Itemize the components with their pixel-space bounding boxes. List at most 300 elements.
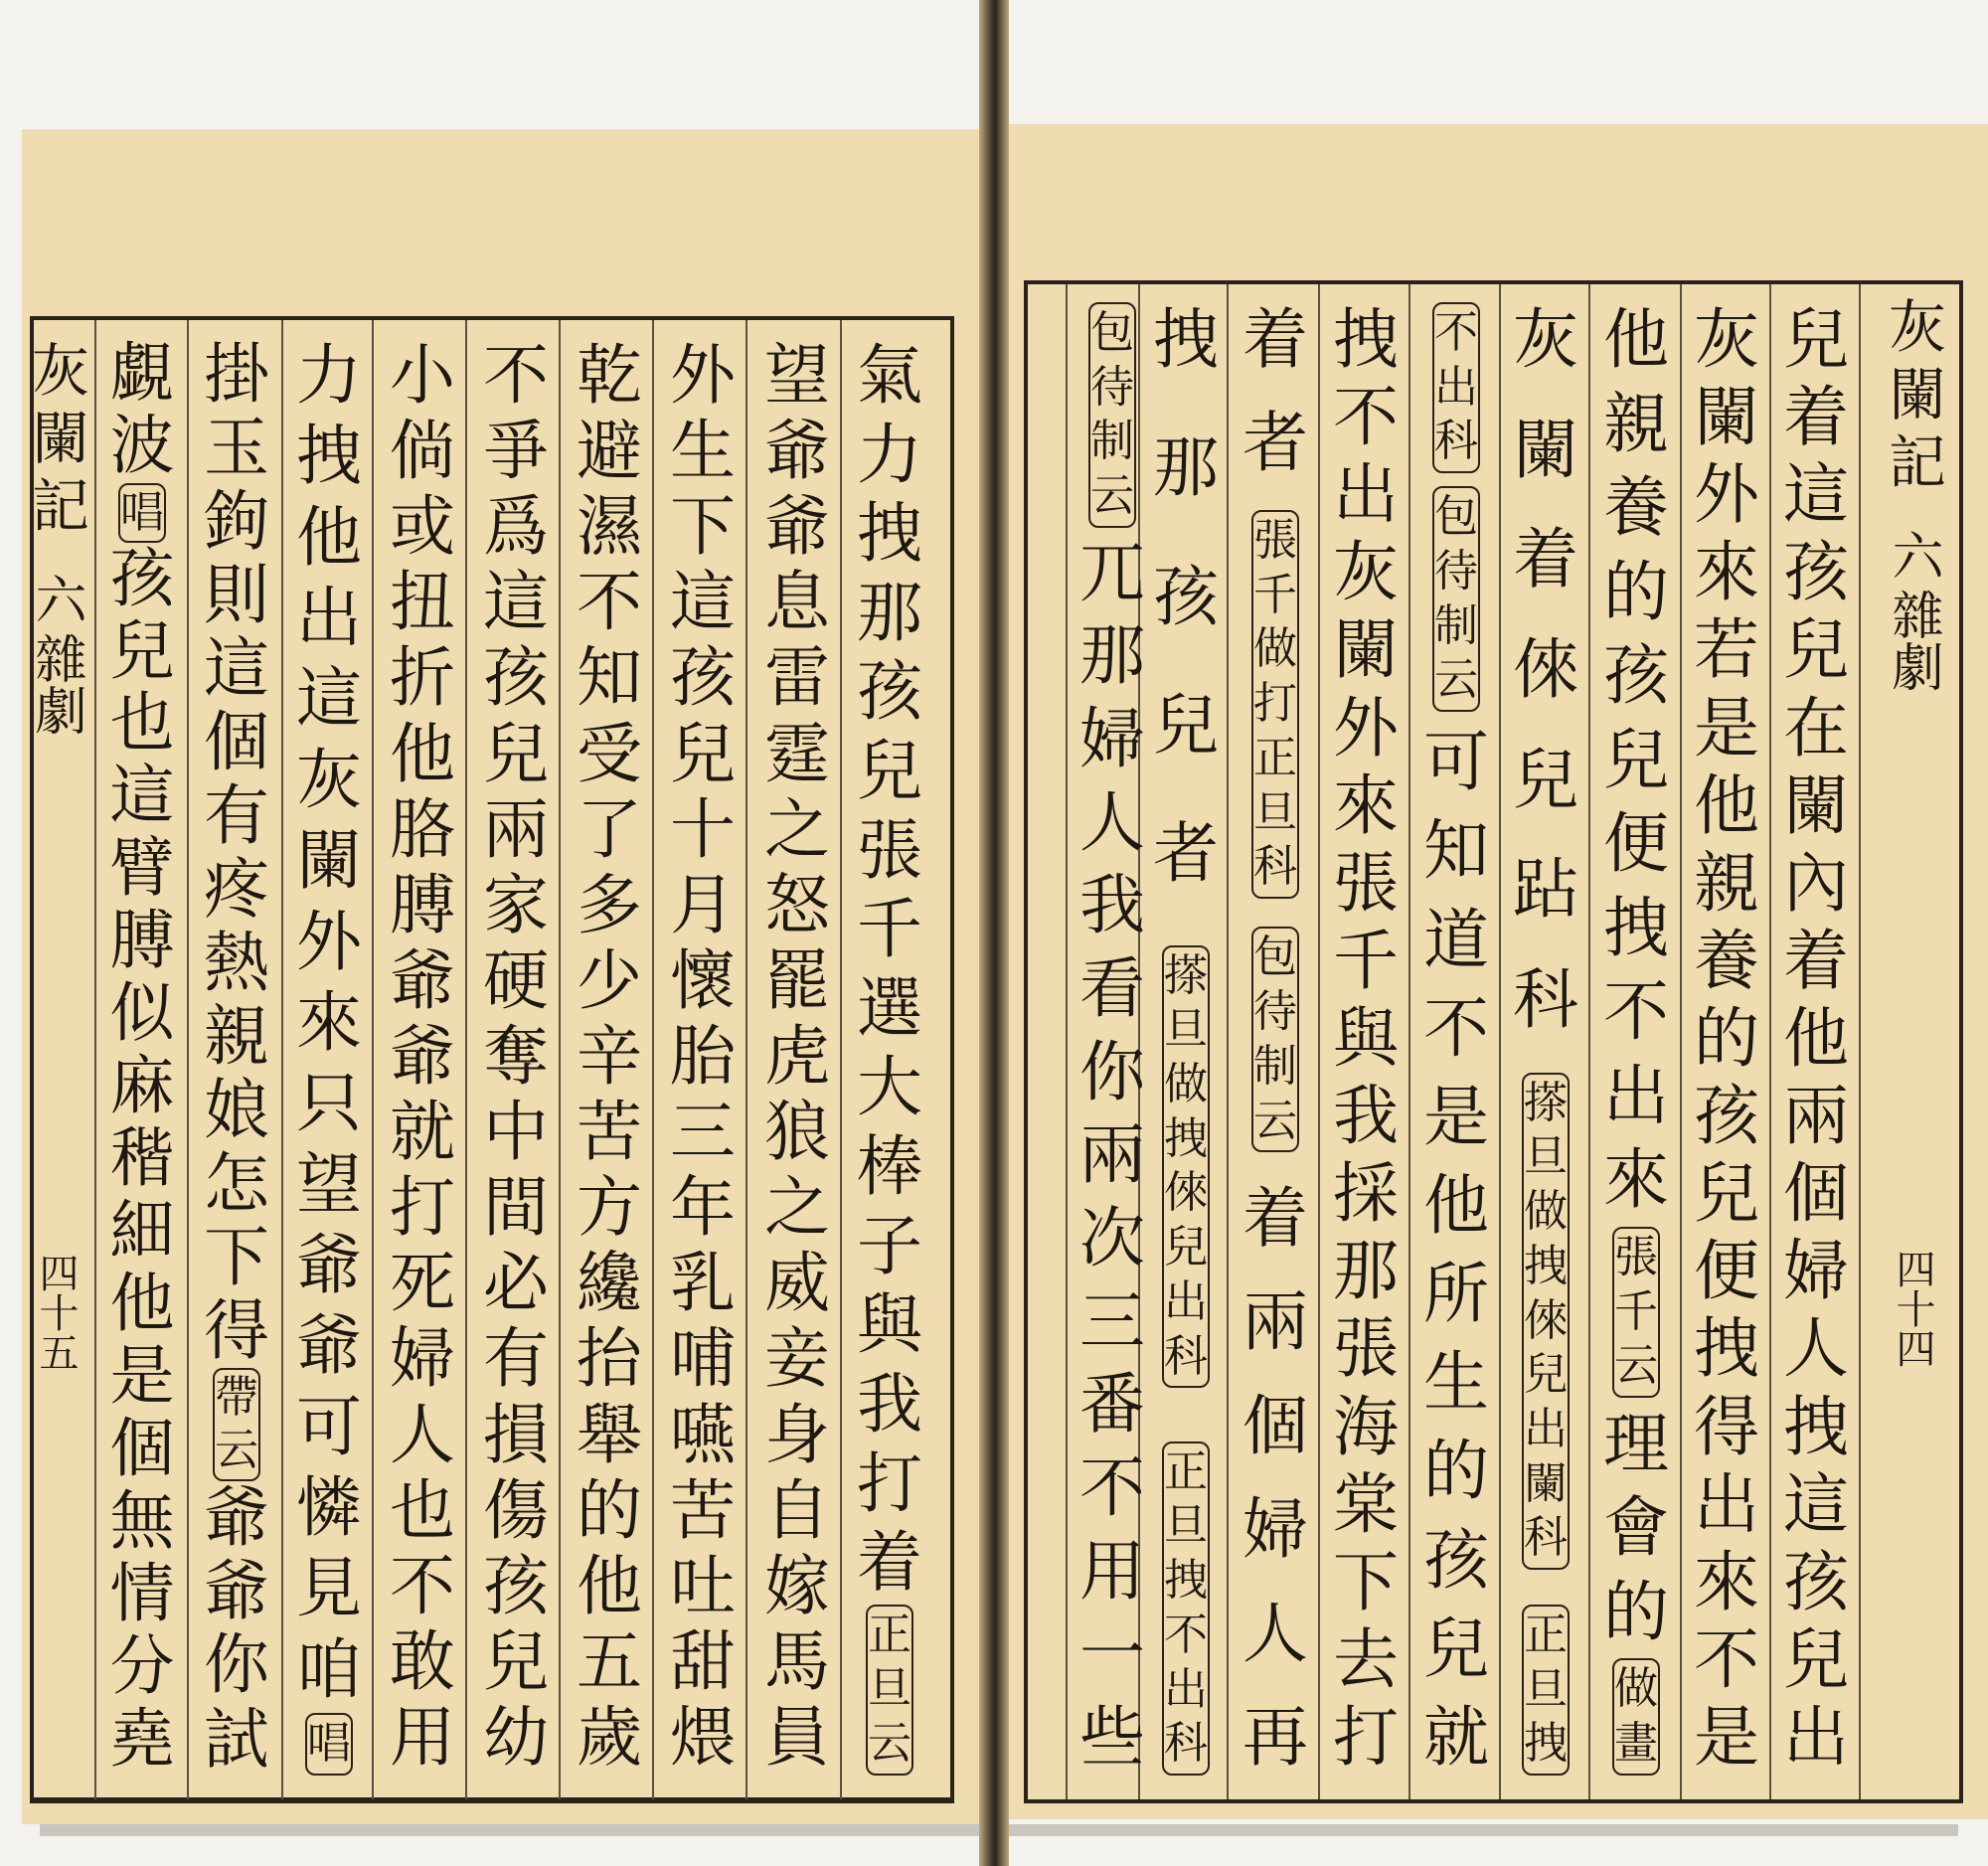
text-char: 的: [577, 1471, 642, 1549]
text-char: 兩: [1783, 1078, 1849, 1155]
text-char: 拽: [1783, 1388, 1849, 1465]
stage-direction-char: 正: [1524, 1609, 1568, 1660]
text-char: 兩: [1242, 1283, 1308, 1361]
text-char: 覷: [109, 336, 175, 411]
stage-direction-char: 旦: [1524, 1131, 1568, 1183]
text-char: 少: [577, 941, 642, 1019]
left-part-title: 雜劇: [26, 632, 85, 736]
stage-direction-char: 科: [1524, 1512, 1568, 1564]
text-char: 倘: [390, 413, 455, 490]
stage-direction-char: 拽: [1164, 1555, 1208, 1607]
stage-direction-char: 不: [1164, 1609, 1208, 1660]
text-char: 闌: [296, 822, 362, 900]
stage-direction-char: 拽: [1524, 1240, 1568, 1291]
text-char: 看: [1079, 949, 1145, 1027]
text-char: 不: [390, 1547, 455, 1624]
text-char: 了: [577, 790, 642, 868]
text-char: 見: [296, 1550, 362, 1627]
text-char: 員: [764, 1698, 830, 1776]
text-char: 的: [1423, 1433, 1489, 1510]
text-char: 爺: [204, 1553, 269, 1630]
stage-direction-char: 做: [1614, 1663, 1658, 1715]
text-char: 辛: [577, 1017, 642, 1095]
text-char: 是: [1694, 1698, 1759, 1776]
text-char: 個: [1783, 1155, 1849, 1233]
right-page-text-column: [1771, 284, 1861, 1797]
text-char: 出: [296, 580, 362, 657]
text-char: 出: [1783, 1698, 1849, 1776]
text-char: 那: [857, 574, 922, 651]
text-char: 拽: [1153, 301, 1219, 378]
text-char: 與: [1333, 999, 1399, 1077]
text-char: 自: [764, 1471, 830, 1549]
text-char: 年: [670, 1169, 736, 1247]
right-page-text-column: [1411, 284, 1501, 1797]
text-char: 與: [857, 1286, 922, 1364]
text-char: 採: [1333, 1155, 1399, 1233]
text-char: 吐: [670, 1547, 736, 1624]
stage-direction: [1522, 1605, 1570, 1776]
text-char: 這: [204, 630, 269, 708]
left-page-text-column: [97, 320, 187, 1797]
text-char: 灰: [1694, 301, 1759, 378]
text-char: 爲: [483, 488, 549, 566]
text-char: 雷: [764, 639, 830, 717]
text-char: 人: [1079, 783, 1145, 861]
stage-direction-char: 打: [1253, 678, 1297, 730]
text-char: 婦: [1079, 700, 1145, 777]
text-char: 親: [1603, 385, 1669, 462]
text-char: 稭: [109, 1121, 175, 1197]
binding-gutter: [979, 0, 1009, 1866]
text-char: 若: [1694, 611, 1759, 689]
stage-direction-char: 張: [1253, 514, 1297, 566]
text-char: 孩: [483, 1547, 549, 1624]
text-char: 用: [1079, 1532, 1145, 1610]
text-char: 道: [1423, 901, 1489, 978]
text-char: 選: [857, 969, 922, 1047]
stage-direction-char: 旦: [1524, 1663, 1568, 1715]
stage-direction-char: 拽: [1164, 1112, 1208, 1164]
stage-direction-char: 出: [1434, 361, 1478, 413]
text-char: 兒: [109, 613, 175, 689]
text-char: 試: [204, 1700, 269, 1778]
text-char: 闌: [1694, 379, 1759, 456]
text-char: 你: [204, 1626, 269, 1704]
text-char: 人: [390, 1396, 455, 1473]
text-char: 親: [1694, 844, 1759, 922]
text-char: 着: [1513, 521, 1578, 598]
stage-direction-char: 云: [868, 1718, 911, 1770]
text-char: 孩: [1694, 1078, 1759, 1155]
text-char: 着: [1783, 922, 1849, 999]
text-char: 闌: [1513, 411, 1578, 488]
text-char: 三: [1079, 1282, 1145, 1360]
text-char: 避: [577, 413, 642, 490]
text-char: 爺: [296, 1226, 362, 1303]
text-char: 奪: [483, 1017, 549, 1095]
text-char: 兩: [483, 790, 549, 868]
text-char: 這: [1783, 456, 1849, 534]
text-char: 掛: [204, 336, 269, 413]
text-char: 之: [764, 1169, 830, 1247]
right-page-text-column: [1231, 284, 1320, 1797]
text-char: 千: [857, 891, 922, 968]
text-char: 氣: [857, 337, 922, 414]
text-char: 月: [670, 866, 736, 943]
text-char: 三: [670, 1094, 736, 1171]
text-char: 那: [1079, 617, 1145, 695]
stage-direction-char: 云: [1090, 470, 1134, 522]
text-char: 霆: [764, 715, 830, 792]
text-char: 不: [1079, 1448, 1145, 1526]
text-char: 在: [1783, 689, 1849, 766]
text-char: 灰: [1513, 301, 1578, 378]
text-char: 可: [1423, 724, 1489, 801]
left-column-rule: [94, 320, 96, 1799]
text-char: 外: [296, 903, 362, 980]
text-char: 人: [1242, 1595, 1308, 1672]
text-char: 煨: [670, 1698, 736, 1776]
text-char: 抬: [577, 1320, 642, 1398]
text-char: 歲: [577, 1698, 642, 1776]
stage-direction: [1432, 486, 1480, 712]
text-char: 婦: [1783, 1233, 1849, 1310]
text-char: 他: [1603, 301, 1669, 378]
text-char: 張: [857, 811, 922, 889]
text-char: 那: [1333, 1233, 1399, 1310]
text-char: 孩: [670, 639, 736, 717]
text-char: 大: [857, 1049, 922, 1126]
text-char: 波: [109, 408, 175, 483]
text-char: 爭: [483, 413, 549, 490]
left-page-text-column: [565, 320, 654, 1797]
text-char: 養: [1694, 922, 1759, 999]
stage-direction-char: 待: [1434, 546, 1478, 597]
text-char: 兀: [1079, 534, 1145, 611]
right-part-title: 雜劇: [1883, 589, 1942, 692]
text-char: 着: [1783, 379, 1849, 456]
left-juan-number: 六: [26, 573, 85, 624]
stage-direction-char: 云: [1434, 654, 1478, 706]
stage-direction-char: 旦: [868, 1663, 911, 1715]
text-char: 跕: [1513, 851, 1578, 929]
text-char: 他: [577, 1547, 642, 1624]
text-char: 小: [390, 337, 455, 414]
stage-direction-char: 倈: [1164, 1167, 1208, 1219]
text-char: 來: [296, 983, 362, 1061]
text-char: 望: [764, 337, 830, 414]
text-char: 張: [1333, 844, 1399, 922]
text-char: 息: [764, 564, 830, 641]
left-page-text-column: [284, 320, 374, 1797]
text-char: 似: [109, 976, 175, 1052]
left-column-rule: [281, 320, 283, 1799]
text-char: 番: [1079, 1366, 1145, 1443]
text-char: 他: [1783, 999, 1849, 1077]
text-char: 外: [1333, 689, 1399, 766]
text-char: 個: [109, 1411, 175, 1486]
text-char: 兒: [483, 715, 549, 792]
text-char: 打: [390, 1169, 455, 1247]
text-char: 是: [109, 1338, 175, 1414]
text-char: 出: [1333, 456, 1399, 534]
text-char: 臂: [109, 831, 175, 907]
stage-direction: [1251, 510, 1299, 899]
text-char: 的: [1603, 553, 1669, 630]
stage-direction-char: 旦: [1253, 786, 1297, 838]
text-char: 爺: [296, 1307, 362, 1385]
text-char: 會: [1603, 1489, 1669, 1567]
text-char: 爺: [764, 413, 830, 490]
text-char: 的: [1603, 1573, 1669, 1650]
text-char: 出: [1603, 1057, 1669, 1134]
text-char: 細: [109, 1194, 175, 1270]
stage-direction: [305, 1713, 353, 1776]
text-char: 乾: [577, 337, 642, 414]
text-char: 拽: [857, 495, 922, 573]
text-char: 兒: [1423, 1610, 1489, 1687]
text-char: 這: [296, 660, 362, 738]
text-char: 只: [296, 1065, 362, 1142]
right-page-text-column: [1068, 284, 1157, 1797]
stage-direction-char: 正: [1164, 1445, 1208, 1497]
stage-direction: [1612, 1227, 1660, 1398]
text-char: 或: [390, 488, 455, 566]
text-char: 爺: [204, 1479, 269, 1557]
text-char: 外: [1694, 456, 1759, 534]
text-char: 個: [1242, 1387, 1308, 1464]
text-char: 苦: [577, 1094, 642, 1171]
stage-direction-char: 千: [1614, 1285, 1658, 1337]
text-char: 出: [1694, 1465, 1759, 1543]
text-char: 哺: [670, 1320, 736, 1398]
text-char: 理: [1603, 1405, 1669, 1482]
text-char: 怎: [204, 1145, 269, 1223]
stage-direction-char: 待: [1253, 986, 1297, 1038]
stage-direction-char: 搽: [1524, 1077, 1568, 1128]
text-char: 胳: [390, 790, 455, 868]
text-char: 身: [764, 1396, 830, 1473]
right-folio-number: 四十四: [1890, 1249, 1935, 1368]
right-book-title: 灰闌記: [1879, 296, 1946, 499]
stage-direction-char: 旦: [1164, 1004, 1208, 1056]
text-char: 來: [1694, 1543, 1759, 1620]
text-char: 者: [1242, 405, 1308, 482]
stage-direction-char: 闌: [1524, 1457, 1568, 1509]
text-char: 拽: [296, 418, 362, 495]
left-page-text-column: [845, 320, 934, 1797]
text-char: 這: [1783, 1465, 1849, 1543]
text-char: 這: [670, 564, 736, 641]
text-char: 嫁: [764, 1547, 830, 1624]
stage-direction-char: 科: [1164, 1330, 1208, 1382]
text-char: 他: [109, 1266, 175, 1341]
left-page-text-column: [378, 320, 467, 1797]
text-char: 灰: [296, 741, 362, 818]
text-char: 知: [1423, 812, 1489, 890]
left-page-margin-column: [20, 320, 91, 1799]
left-book-title: 灰闌記: [22, 340, 89, 543]
text-char: 不: [1423, 989, 1489, 1067]
stage-direction-char: 待: [1090, 361, 1134, 413]
text-char: 堯: [109, 1701, 175, 1777]
text-char: 兒: [1153, 686, 1219, 763]
text-char: 舉: [577, 1396, 642, 1473]
text-char: 科: [1513, 961, 1578, 1039]
text-char: 力: [296, 337, 362, 414]
text-char: 娘: [204, 1072, 269, 1149]
text-char: 孩: [1603, 637, 1669, 715]
text-char: 棠: [1333, 1465, 1399, 1543]
text-char: 兒: [1783, 611, 1849, 689]
text-char: 兒: [1694, 1155, 1759, 1233]
text-char: 他: [1423, 1167, 1489, 1245]
text-char: 咱: [296, 1630, 362, 1708]
left-page-text-column: [192, 320, 281, 1797]
stage-direction-char: 兒: [1524, 1349, 1568, 1401]
text-char: 再: [1242, 1698, 1308, 1776]
stage-direction-char: 旦: [1164, 1500, 1208, 1552]
text-char: 子: [857, 1207, 922, 1284]
text-char: 他: [296, 498, 362, 576]
text-char: 怒: [764, 866, 830, 943]
text-char: 方: [577, 1169, 642, 1247]
text-char: 孩: [483, 639, 549, 717]
right-juan-number: 六: [1883, 529, 1942, 581]
stage-direction-char: 張: [1614, 1232, 1658, 1283]
text-char: 着: [1242, 1179, 1308, 1257]
text-char: 兒: [483, 1622, 549, 1700]
text-char: 爺: [764, 488, 830, 566]
stage-direction-char: 千: [1253, 569, 1297, 620]
text-char: 也: [109, 686, 175, 762]
stage-direction: [1432, 302, 1480, 473]
text-char: 闌: [1783, 766, 1849, 844]
text-char: 打: [857, 1444, 922, 1522]
stage-direction-char: 唱: [307, 1718, 351, 1770]
text-char: 死: [390, 1245, 455, 1322]
text-char: 我: [1079, 867, 1145, 944]
text-char: 多: [577, 866, 642, 943]
text-char: 麻: [109, 1049, 175, 1124]
text-char: 個: [204, 704, 269, 781]
text-char: 者: [1153, 815, 1219, 893]
stage-direction-char: 包: [1090, 307, 1134, 358]
text-char: 人: [1783, 1310, 1849, 1388]
stage-direction-char: 云: [1614, 1340, 1658, 1392]
text-char: 海: [1333, 1388, 1399, 1465]
text-char: 家: [483, 866, 549, 943]
text-char: 所: [1423, 1256, 1489, 1333]
text-char: 損: [483, 1396, 549, 1473]
stage-direction: [118, 483, 166, 543]
text-char: 這: [483, 564, 549, 641]
right-page-text-column: [1591, 284, 1681, 1797]
text-char: 闌: [1333, 611, 1399, 689]
stage-direction: [1522, 1073, 1570, 1570]
stage-direction-char: 帶: [215, 1372, 258, 1424]
stage-direction-char: 畫: [1614, 1718, 1658, 1770]
text-char: 間: [483, 1169, 549, 1247]
left-folio-number: 四十五: [33, 1253, 79, 1372]
stage-direction-char: 做: [1164, 1059, 1208, 1109]
stage-direction: [1612, 1658, 1660, 1775]
stage-direction-char: 出: [1524, 1404, 1568, 1455]
stage-direction-char: 出: [1164, 1275, 1208, 1327]
text-char: 十: [670, 790, 736, 868]
stage-direction-char: 唱: [120, 486, 164, 538]
text-char: 知: [577, 639, 642, 717]
text-char: 爺: [390, 1017, 455, 1095]
text-char: 五: [577, 1622, 642, 1700]
stage-direction-char: 云: [1253, 1095, 1297, 1146]
left-page-text-column: [658, 320, 747, 1797]
text-char: 兩: [1079, 1116, 1145, 1194]
text-char: 孩: [1153, 558, 1219, 635]
text-char: 來: [1333, 766, 1399, 844]
text-char: 我: [857, 1365, 922, 1442]
stage-direction-char: 云: [215, 1424, 258, 1475]
text-char: 着: [857, 1524, 922, 1602]
text-char: 憐: [296, 1469, 362, 1547]
text-char: 狼: [764, 1094, 830, 1171]
text-char: 力: [857, 416, 922, 493]
stage-direction-char: 拽: [1524, 1718, 1568, 1770]
text-char: 倈: [1513, 631, 1578, 709]
text-char: 是: [1423, 1078, 1489, 1155]
text-char: 不: [1603, 973, 1669, 1051]
text-char: 婦: [1242, 1491, 1308, 1569]
text-char: 傷: [483, 1471, 549, 1549]
text-char: 扭: [390, 564, 455, 641]
text-char: 無: [109, 1483, 175, 1559]
text-char: 望: [296, 1145, 362, 1223]
text-char: 分: [109, 1628, 175, 1704]
right-page-bottom-edge: [1009, 1824, 1958, 1836]
text-char: 孩: [1423, 1521, 1489, 1599]
text-char: 苦: [670, 1471, 736, 1549]
text-char: 便: [1694, 1233, 1759, 1310]
text-char: 的: [1694, 999, 1759, 1077]
stage-direction-char: 包: [1253, 932, 1297, 983]
text-char: 爺: [390, 941, 455, 1019]
text-char: 濕: [577, 488, 642, 566]
text-char: 些: [1079, 1698, 1145, 1776]
text-char: 馬: [764, 1622, 830, 1700]
left-column-rule: [187, 320, 189, 1799]
stage-direction-char: 正: [868, 1609, 911, 1660]
text-char: 那: [1153, 429, 1219, 507]
text-char: 兒: [1783, 1620, 1849, 1698]
text-char: 膊: [109, 904, 175, 979]
stage-direction: [1251, 927, 1299, 1152]
stage-direction: [1162, 1442, 1210, 1776]
text-char: 受: [577, 715, 642, 792]
stage-direction-char: 搽: [1164, 949, 1208, 1001]
stage-direction-char: 做: [1524, 1186, 1568, 1238]
text-char: 之: [764, 790, 830, 868]
text-char: 有: [483, 1320, 549, 1398]
text-char: 兒: [857, 733, 922, 810]
text-char: 下: [1333, 1543, 1399, 1620]
text-char: 他: [390, 715, 455, 792]
stage-direction-char: 制: [1090, 416, 1134, 467]
stage-direction-char: 包: [1434, 491, 1478, 543]
text-char: 次: [1079, 1199, 1145, 1276]
stage-direction-char: 正: [1253, 732, 1297, 783]
text-char: 胎: [670, 1017, 736, 1095]
